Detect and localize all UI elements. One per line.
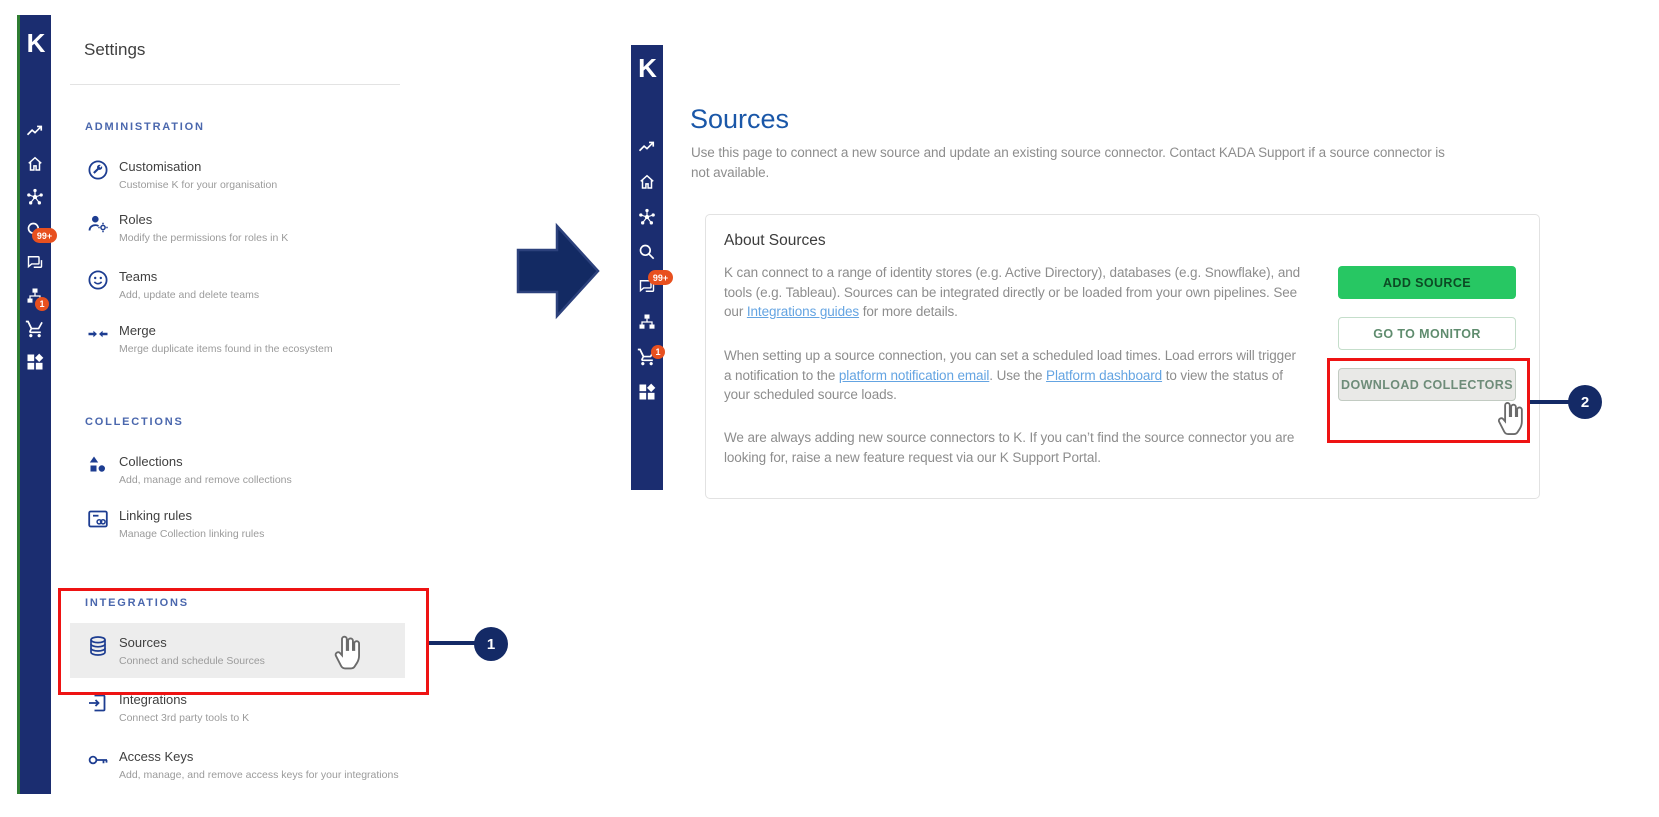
- access-keys-icon: [86, 748, 110, 772]
- flow-arrow: [512, 220, 604, 322]
- cart-icon[interactable]: [25, 319, 45, 339]
- customisation-icon: [86, 158, 110, 182]
- hierarchy-icon[interactable]: [637, 312, 657, 332]
- item-subtitle: Connect and schedule Sources: [119, 655, 265, 667]
- chat-icon[interactable]: [25, 253, 45, 273]
- section-label-administration: ADMINISTRATION: [85, 121, 205, 133]
- merge-icon: [86, 322, 110, 346]
- item-title: Merge: [119, 323, 156, 338]
- inline-link[interactable]: Platform dashboard: [1046, 367, 1163, 383]
- collections-icon: [86, 453, 110, 477]
- card-paragraph: We are always adding new source connectors to K. If you can’t find the source connector you are looking for, raise a new feature request via our K Support Portal.: [724, 430, 1295, 465]
- item-title: Access Keys: [119, 749, 194, 764]
- grid-icon[interactable]: [25, 352, 45, 372]
- trending-icon[interactable]: [637, 137, 657, 157]
- linking-rules-icon: [86, 507, 110, 531]
- k-logo[interactable]: K: [26, 28, 45, 58]
- annotation-connector-1: [429, 641, 475, 645]
- chat-notification-badge: 99+: [32, 228, 57, 243]
- page-title: Settings: [84, 40, 146, 59]
- hand-cursor-icon: [1494, 398, 1528, 438]
- grid-icon[interactable]: [637, 382, 657, 402]
- chat-notification-badge: 99+: [648, 270, 673, 285]
- k-logo[interactable]: K: [638, 53, 656, 83]
- network-icon[interactable]: [637, 207, 657, 227]
- home-icon[interactable]: [25, 154, 45, 174]
- cart-notification-badge: 1: [651, 345, 665, 359]
- go-to-monitor-button[interactable]: GO TO MONITOR: [1338, 317, 1516, 350]
- item-title: Collections: [119, 454, 183, 469]
- search-icon[interactable]: [637, 242, 657, 262]
- item-title: Customisation: [119, 159, 202, 174]
- left-sidebar: [17, 15, 51, 794]
- download-collectors-button[interactable]: DOWNLOAD COLLECTORS: [1338, 368, 1516, 401]
- add-source-button[interactable]: ADD SOURCE: [1338, 266, 1516, 299]
- roles-icon: [86, 211, 110, 235]
- divider: [70, 84, 400, 85]
- sources-page-description: Use this page to connect a new source and update an existing source connector. Contact KADA Support if a source connector is not available.: [691, 145, 1445, 180]
- item-title: Teams: [119, 269, 158, 284]
- home-icon[interactable]: [637, 172, 657, 192]
- item-title: Sources: [119, 635, 167, 650]
- cart-notification-badge: 1: [35, 297, 49, 311]
- trending-icon[interactable]: [25, 121, 45, 141]
- card-title: About Sources: [724, 232, 826, 249]
- item-title: Roles: [119, 212, 153, 227]
- item-subtitle: Merge duplicate items found in the ecosystem: [119, 343, 333, 355]
- section-label-collections: COLLECTIONS: [85, 416, 184, 428]
- right-sidebar: [631, 45, 663, 490]
- hand-cursor-icon: [330, 632, 366, 672]
- item-subtitle: Add, manage, and remove access keys for your integrations: [119, 769, 399, 781]
- item-subtitle: Add, update and delete teams: [119, 289, 260, 301]
- item-title: Linking rules: [119, 508, 192, 523]
- annotation-box-1: [58, 588, 429, 695]
- item-subtitle: Manage Collection linking rules: [119, 528, 265, 540]
- item-subtitle: Connect 3rd party tools to K: [119, 712, 250, 724]
- section-label-integrations: INTEGRATIONS: [85, 597, 189, 609]
- card-paragraph: K can connect to a range of identity stores (e.g. Active Directory), databases (e.g. Snowflake), and tools (e.g. Tableau). Sources can be integrated directly or be loaded from your own pipelines. See our Integrations guides for more details.: [724, 265, 1301, 319]
- item-title: Integrations: [119, 692, 187, 707]
- inline-link[interactable]: platform notification email: [838, 367, 990, 383]
- card-paragraph: When setting up a source connection, you can set a scheduled load times. Load errors will trigger a notification to the platform notification email. Use the Platform dashboard to view the status of your scheduled source loads.: [724, 348, 1296, 402]
- step-badge-2: 2: [1568, 385, 1602, 419]
- sources-page-title: Sources: [690, 104, 790, 134]
- about-sources-card: [705, 214, 1540, 499]
- step-badge-1: 1: [474, 627, 508, 661]
- item-subtitle: Add, manage and remove collections: [119, 474, 292, 486]
- item-subtitle: Customise K for your organisation: [119, 179, 278, 191]
- inline-link[interactable]: Integrations guides: [746, 304, 860, 319]
- network-icon[interactable]: [25, 187, 45, 207]
- item-subtitle: Modify the permissions for roles in K: [119, 232, 289, 244]
- teams-icon: [86, 268, 110, 292]
- annotation-connector-2: [1530, 400, 1570, 404]
